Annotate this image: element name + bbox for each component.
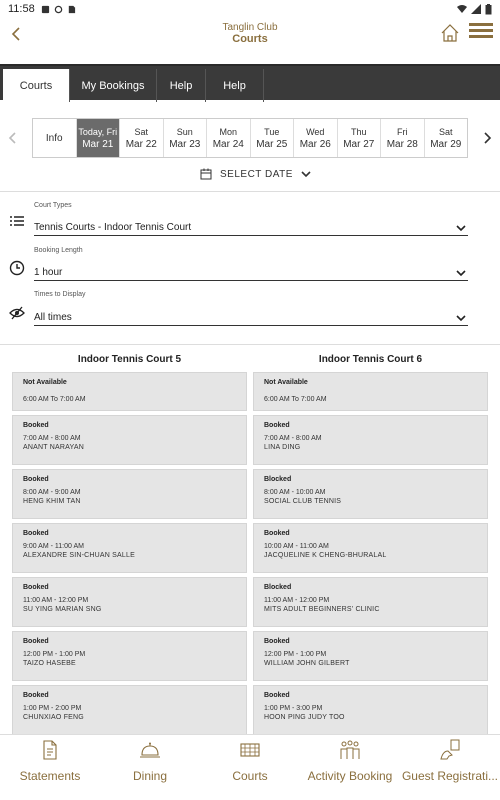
slot-status: Booked <box>264 422 290 429</box>
day-weekday: Fri <box>397 126 408 137</box>
slot-member-name: ANANT NARAYAN <box>23 444 84 451</box>
time-slot[interactable] <box>253 685 488 735</box>
slot-status: Booked <box>23 638 49 645</box>
info-button[interactable]: Info <box>33 119 77 157</box>
day-date: Mar 23 <box>169 138 201 150</box>
nav-label: Courts <box>232 769 268 783</box>
times-to-display-value: All times <box>34 312 72 323</box>
slot-status: Blocked <box>264 476 292 483</box>
slot-status: Booked <box>23 476 49 483</box>
select-date-button[interactable] <box>200 166 311 182</box>
time-slot[interactable] <box>12 372 247 411</box>
list-icon <box>9 214 25 230</box>
slot-member-name: TAIZO HASEBE <box>23 660 76 667</box>
slot-time: 1:00 PM - 3:00 PM <box>264 705 323 712</box>
slot-time: 6:00 AM To 7:00 AM <box>264 396 327 403</box>
nav-label: Guest Registrati... <box>401 769 499 783</box>
status-time: 11:58 <box>8 3 35 15</box>
time-slot[interactable] <box>253 372 488 411</box>
slot-member-name: JACQUELINE K CHENG-BHURALAL <box>264 552 387 559</box>
slot-time: 9:00 AM - 11:00 AM <box>23 543 84 550</box>
day-item[interactable] <box>120 119 164 157</box>
day-date: Mar 28 <box>386 138 418 150</box>
settings-icon <box>54 5 63 14</box>
day-item[interactable] <box>381 119 425 157</box>
battery-icon <box>485 4 492 15</box>
slot-member-name: CHUNXIAO FENG <box>23 714 84 721</box>
group-icon <box>339 739 361 761</box>
day-date: Mar 21 <box>82 138 114 150</box>
court-column-title: Indoor Tennis Court 6 <box>318 354 423 365</box>
tab-bar <box>0 64 500 100</box>
times-to-display-select[interactable] <box>34 310 468 326</box>
guest-registration-icon <box>439 739 461 761</box>
nav-courts[interactable] <box>200 735 300 800</box>
day-weekday: Today, Fri <box>78 126 118 137</box>
status-bar <box>0 0 500 18</box>
nav-label: Statements <box>19 769 81 783</box>
nav-label: Activity Booking <box>307 769 393 783</box>
nav-statements[interactable] <box>0 735 100 800</box>
nav-activity-booking[interactable] <box>300 735 400 800</box>
court-types-select[interactable] <box>34 220 468 236</box>
day-weekday: Tue <box>264 126 280 137</box>
slot-time: 8:00 AM - 9:00 AM <box>23 489 81 496</box>
day-weekday: Sat <box>134 126 148 137</box>
slot-status: Not Available <box>23 379 67 386</box>
tab-courts[interactable]: Courts <box>3 69 70 102</box>
tab-help-2[interactable]: Help <box>206 69 264 102</box>
slot-status: Booked <box>23 584 49 591</box>
chevron-down-icon <box>301 170 311 178</box>
time-slot[interactable] <box>253 469 488 519</box>
day-item[interactable] <box>207 119 251 157</box>
booking-length-value: 1 hour <box>34 267 63 278</box>
app-header <box>0 18 500 64</box>
time-slot[interactable] <box>12 523 247 573</box>
slot-time: 10:00 AM - 11:00 AM <box>264 543 329 550</box>
day-weekday: Mon <box>219 126 237 137</box>
slot-time: 11:00 AM - 12:00 PM <box>264 597 330 604</box>
chevron-down-icon <box>456 268 466 278</box>
divider <box>0 191 500 192</box>
slot-member-name: MITS ADULT BEGINNERS' CLINIC <box>264 606 380 613</box>
prev-dates-icon[interactable] <box>6 128 20 148</box>
booking-length-select[interactable] <box>34 265 468 281</box>
slot-status: Booked <box>23 692 49 699</box>
booking-length-label: Booking Length <box>34 247 83 254</box>
court-types-value: Tennis Courts - Indoor Tennis Court <box>34 222 192 233</box>
divider <box>0 344 500 345</box>
day-item[interactable] <box>164 119 208 157</box>
slot-status: Booked <box>23 422 49 429</box>
slot-member-name: WILLIAM JOHN GILBERT <box>264 660 350 667</box>
slot-status: Booked <box>23 530 49 537</box>
slot-member-name: HOON PING JUDY TOO <box>264 714 345 721</box>
court-column-title: Indoor Tennis Court 5 <box>77 354 182 365</box>
day-date: Mar 25 <box>256 138 288 150</box>
slot-member-name: SU YING MARIAN SNG <box>23 606 102 613</box>
time-slot[interactable] <box>12 685 247 735</box>
day-item[interactable] <box>425 119 468 157</box>
chevron-down-icon <box>456 223 466 233</box>
day-weekday: Wed <box>306 126 325 137</box>
chevron-down-icon <box>456 313 466 323</box>
day-weekday: Sun <box>176 126 193 137</box>
day-date: Mar 22 <box>125 138 157 150</box>
cloche-icon <box>139 739 161 761</box>
day-weekday: Sat <box>438 126 453 137</box>
wifi-icon <box>457 4 467 14</box>
slot-member-name: HENG KHIM TAN <box>23 498 81 505</box>
day-weekday: Thu <box>350 126 367 137</box>
slot-member-name: SOCIAL CLUB TENNIS <box>264 498 342 505</box>
page-title: Courts <box>232 33 268 45</box>
court-icon <box>239 739 261 761</box>
slot-time: 8:00 AM - 10:00 AM <box>264 489 326 496</box>
slot-status: Booked <box>264 530 290 537</box>
slot-time: 12:00 PM - 1:00 PM <box>264 651 327 658</box>
sim-icon <box>67 5 76 14</box>
time-slot[interactable] <box>253 415 488 465</box>
slot-status: Booked <box>264 638 290 645</box>
calendar-icon <box>200 168 212 180</box>
slot-time: 7:00 AM - 8:00 AM <box>264 435 322 442</box>
time-slot[interactable] <box>12 577 247 627</box>
time-slot[interactable] <box>12 415 247 465</box>
day-item[interactable] <box>77 119 121 157</box>
bottom-navigation <box>0 734 500 800</box>
notification-icon <box>41 5 50 14</box>
clock-icon <box>9 260 25 276</box>
home-icon[interactable] <box>440 23 460 43</box>
day-item[interactable] <box>251 119 295 157</box>
next-dates-icon[interactable] <box>480 128 494 148</box>
club-name: Tanglin Club <box>222 22 278 33</box>
day-date: Mar 26 <box>299 138 331 150</box>
tab-my-bookings[interactable]: My Bookings <box>70 69 157 102</box>
signal-icon <box>471 4 481 14</box>
select-date-label: SELECT DATE <box>220 168 293 180</box>
court-slot-list <box>253 372 488 739</box>
slot-status: Booked <box>264 692 290 699</box>
day-date: Mar 29 <box>430 138 462 150</box>
slot-status: Blocked <box>264 584 292 591</box>
nav-guest-registration[interactable] <box>400 735 500 800</box>
court-types-label: Court Types <box>34 202 72 209</box>
time-slot[interactable] <box>12 631 247 681</box>
time-slot[interactable] <box>12 469 247 519</box>
slot-member-name: ALEXANDRE SIN-CHUAN SALLE <box>23 552 135 559</box>
document-icon <box>39 739 61 761</box>
hamburger-menu-icon[interactable] <box>469 23 493 43</box>
eye-slash-icon <box>9 305 25 321</box>
slot-member-name: LINA DING <box>264 444 301 451</box>
times-to-display-label: Times to Display <box>34 291 86 298</box>
nav-label: Dining <box>132 769 168 783</box>
day-list <box>32 118 468 158</box>
slot-time: 1:00 PM - 2:00 PM <box>23 705 82 712</box>
slot-time: 11:00 AM - 12:00 PM <box>23 597 89 604</box>
time-slot[interactable] <box>253 523 488 573</box>
time-slot[interactable] <box>253 631 488 681</box>
day-date: Mar 27 <box>343 138 375 150</box>
slot-time: 7:00 AM - 8:00 AM <box>23 435 81 442</box>
day-item[interactable] <box>294 119 338 157</box>
court-slot-list <box>12 372 247 739</box>
date-strip <box>0 118 500 158</box>
day-item[interactable] <box>338 119 382 157</box>
slot-status: Not Available <box>264 379 308 386</box>
day-date: Mar 24 <box>212 138 244 150</box>
tab-help[interactable]: Help <box>157 69 206 102</box>
time-slot[interactable] <box>253 577 488 627</box>
slot-time: 6:00 AM To 7:00 AM <box>23 396 86 403</box>
slot-time: 12:00 PM - 1:00 PM <box>23 651 86 658</box>
nav-dining[interactable] <box>100 735 200 800</box>
